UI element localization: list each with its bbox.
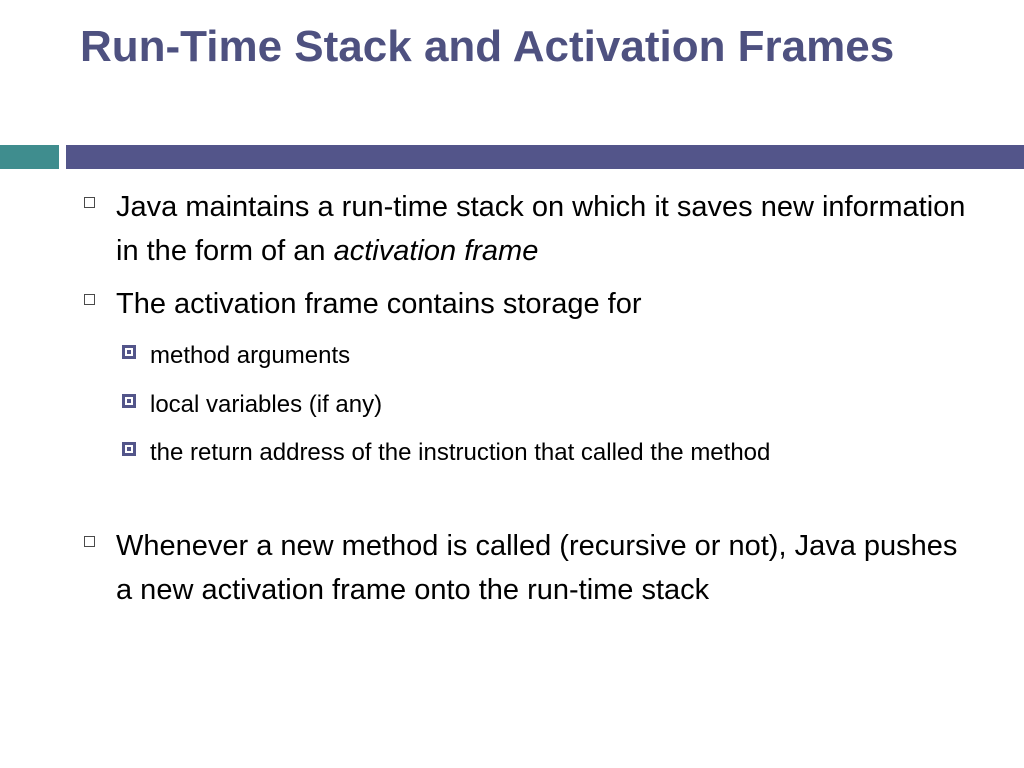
- hollow-square-bullet-icon: [84, 536, 95, 547]
- sub-bullet-3-text: the return address of the instruction that called the method: [150, 439, 771, 466]
- sub-bullet-1-text: method arguments: [150, 342, 351, 369]
- slide-title: Run-Time Stack and Activation Frames: [80, 22, 895, 71]
- bullet-1-emphasis: activation frame: [333, 235, 539, 267]
- sub-bullet-2-text: local variables (if any): [150, 391, 383, 418]
- hollow-square-bullet-icon: [84, 294, 95, 305]
- sub-bullet-1: [122, 337, 922, 375]
- framed-square-bullet-icon: [122, 442, 136, 456]
- bullet-1-text: Java maintains a run-time stack on which it saves new information in the form of an: [116, 191, 966, 267]
- framed-square-bullet-icon: [122, 394, 136, 408]
- sub-bullet-2: [122, 386, 922, 424]
- bullet-1: [80, 185, 980, 273]
- bullet-2: [80, 282, 980, 326]
- bullet-3-text: Whenever a new method is called (recursive or not), Java pushes a new activation frame onto the run-time stack: [116, 530, 958, 606]
- sub-bullet-3: [122, 434, 922, 472]
- bullet-3: [80, 524, 980, 612]
- bullet-2-text: The activation frame contains storage for: [116, 288, 642, 320]
- hollow-square-bullet-icon: [84, 197, 95, 208]
- framed-square-bullet-icon: [122, 345, 136, 359]
